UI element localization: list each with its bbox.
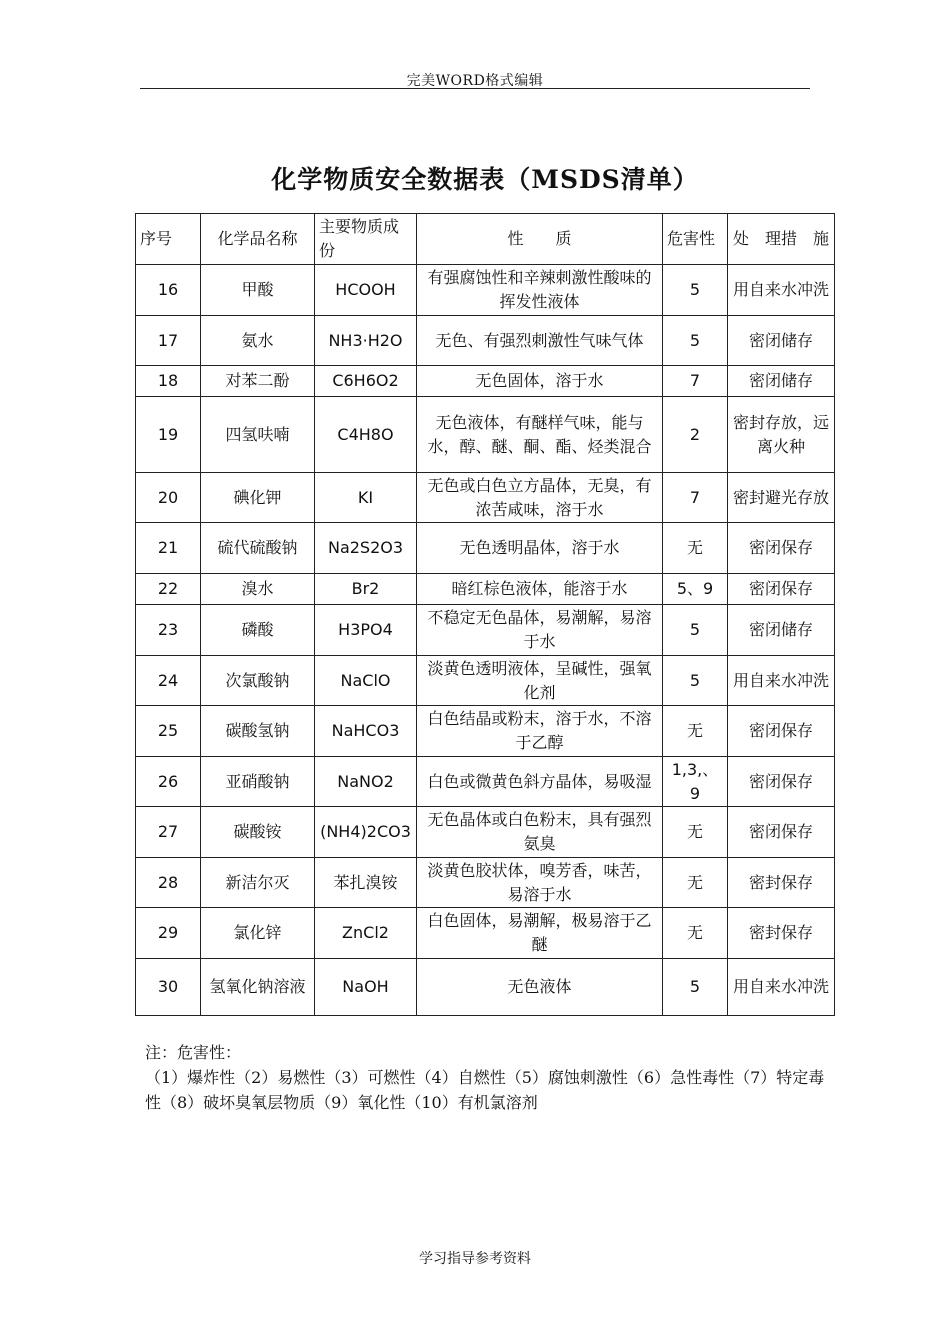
cell-handling: 密闭保存 (728, 706, 835, 757)
col-header-component: 主要物质成份 (315, 214, 417, 265)
cell-property: 白色固体，易潮解，极易溶于乙醚 (417, 908, 663, 959)
cell-formula: Br2 (315, 574, 417, 605)
cell-name: 溴水 (201, 574, 315, 605)
cell-no: 27 (136, 807, 201, 858)
cell-property: 无色、有强烈刺激性气味气体 (417, 316, 663, 366)
cell-no: 16 (136, 265, 201, 316)
cell-name: 甲酸 (201, 265, 315, 316)
table-row (136, 473, 835, 523)
cell-handling: 密封避光存放 (728, 473, 835, 523)
cell-no: 23 (136, 605, 201, 656)
cell-formula: C6H6O2 (315, 366, 417, 397)
cell-name: 磷酸 (201, 605, 315, 656)
cell-no: 28 (136, 858, 201, 908)
table-row (136, 706, 835, 757)
cell-handling: 用自来水冲洗 (728, 265, 835, 316)
table-row (136, 605, 835, 656)
cell-no: 25 (136, 706, 201, 757)
cell-formula: HCOOH (315, 265, 417, 316)
cell-property: 白色结晶或粉末，溶于水，不溶于乙醇 (417, 706, 663, 757)
cell-hazard: 5 (663, 265, 728, 316)
cell-hazard: 5 (663, 959, 728, 1016)
cell-formula: 苯扎溴铵 (315, 858, 417, 908)
col-header-property: 性 质 (417, 214, 663, 265)
cell-name: 氢氧化钠溶液 (201, 959, 315, 1016)
cell-property: 无色晶体或白色粉末，具有强烈氨臭 (417, 807, 663, 858)
cell-no: 26 (136, 757, 201, 807)
table-row (136, 959, 835, 1016)
cell-handling: 用自来水冲洗 (728, 959, 835, 1016)
cell-name: 碳酸铵 (201, 807, 315, 858)
cell-property: 暗红棕色液体，能溶于水 (417, 574, 663, 605)
cell-hazard: 7 (663, 366, 728, 397)
cell-name: 碘化钾 (201, 473, 315, 523)
cell-hazard: 5 (663, 656, 728, 706)
cell-hazard: 5 (663, 605, 728, 656)
cell-handling: 密闭储存 (728, 366, 835, 397)
cell-property: 淡黄色透明液体，呈碱性，强氧化剂 (417, 656, 663, 706)
table-row (136, 316, 835, 366)
cell-no: 24 (136, 656, 201, 706)
cell-property: 无色透明晶体，溶于水 (417, 523, 663, 574)
notes-title: 注：危害性： (145, 1043, 242, 1062)
cell-hazard: 无 (663, 858, 728, 908)
cell-name: 对苯二酚 (201, 366, 315, 397)
cell-no: 30 (136, 959, 201, 1016)
cell-formula: NaClO (315, 656, 417, 706)
cell-name: 硫代硫酸钠 (201, 523, 315, 574)
cell-formula: NaNO2 (315, 757, 417, 807)
cell-no: 22 (136, 574, 201, 605)
hazard-notes (145, 1040, 825, 1115)
cell-no: 29 (136, 908, 201, 959)
cell-name: 亚硝酸钠 (201, 757, 315, 807)
cell-name: 新洁尔灭 (201, 858, 315, 908)
cell-name: 氯化锌 (201, 908, 315, 959)
cell-no: 19 (136, 397, 201, 473)
cell-hazard: 无 (663, 908, 728, 959)
cell-no: 21 (136, 523, 201, 574)
table-row (136, 523, 835, 574)
cell-property: 无色固体，溶于水 (417, 366, 663, 397)
notes-text: （1）爆炸性（2）易燃性（3）可燃性（4）自燃性（5）腐蚀刺激性（6）急性毒性（7）特定毒性（8）破坏臭氧层物质（9）氧化性（10）有机氯溶剂 (145, 1068, 825, 1112)
table-row (136, 807, 835, 858)
cell-property: 不稳定无色晶体，易潮解，易溶于水 (417, 605, 663, 656)
table-row (136, 574, 835, 605)
cell-formula: NaOH (315, 959, 417, 1016)
table-row (136, 757, 835, 807)
cell-property: 有强腐蚀性和辛辣刺激性酸味的挥发性液体 (417, 265, 663, 316)
cell-formula: C4H8O (315, 397, 417, 473)
table-row (136, 397, 835, 473)
cell-hazard: 1,3,、9 (663, 757, 728, 807)
col-header-name: 化学品名称 (201, 214, 315, 265)
cell-handling: 密封保存 (728, 908, 835, 959)
cell-formula: (NH4)2CO3 (315, 807, 417, 858)
cell-formula: H3PO4 (315, 605, 417, 656)
cell-hazard: 5、9 (663, 574, 728, 605)
cell-property: 白色或微黄色斜方晶体，易吸湿 (417, 757, 663, 807)
cell-hazard: 无 (663, 807, 728, 858)
cell-hazard: 7 (663, 473, 728, 523)
cell-no: 20 (136, 473, 201, 523)
cell-property: 无色或白色立方晶体，无臭，有浓苦咸味，溶于水 (417, 473, 663, 523)
cell-name: 次氯酸钠 (201, 656, 315, 706)
cell-property: 无色液体，有醚样气味，能与水，醇、醚、酮、酯、烃类混合 (417, 397, 663, 473)
table-row (136, 265, 835, 316)
page-title: 化学物质安全数据表（MSDS清单） (271, 165, 699, 194)
cell-formula: NaHCO3 (315, 706, 417, 757)
table-row (136, 656, 835, 706)
cell-handling: 密闭储存 (728, 316, 835, 366)
cell-formula: KI (315, 473, 417, 523)
table-body (136, 265, 835, 1016)
table-row (136, 908, 835, 959)
cell-handling: 密封保存 (728, 858, 835, 908)
cell-formula: ZnCl2 (315, 908, 417, 959)
cell-handling: 用自来水冲洗 (728, 656, 835, 706)
msds-table (135, 213, 835, 1016)
cell-hazard: 无 (663, 706, 728, 757)
cell-no: 18 (136, 366, 201, 397)
cell-handling: 密封存放，远离火种 (728, 397, 835, 473)
cell-name: 四氢呋喃 (201, 397, 315, 473)
table-row (136, 366, 835, 397)
cell-hazard: 无 (663, 523, 728, 574)
cell-formula: NH3·H2O (315, 316, 417, 366)
cell-formula: Na2S2O3 (315, 523, 417, 574)
cell-no: 17 (136, 316, 201, 366)
cell-property: 无色液体 (417, 959, 663, 1016)
col-header-no: 序号 (136, 214, 201, 265)
col-header-hazard: 危害性 (663, 214, 728, 265)
cell-name: 氨水 (201, 316, 315, 366)
table-header-row (136, 214, 835, 265)
page-header: 完美WORD格式编辑 (406, 73, 544, 89)
cell-handling: 密闭保存 (728, 574, 835, 605)
cell-handling: 密闭保存 (728, 523, 835, 574)
cell-hazard: 5 (663, 316, 728, 366)
header-rule (140, 88, 810, 89)
cell-handling: 密闭保存 (728, 807, 835, 858)
cell-name: 碳酸氢钠 (201, 706, 315, 757)
cell-handling: 密闭储存 (728, 605, 835, 656)
cell-hazard: 2 (663, 397, 728, 473)
table-row (136, 858, 835, 908)
cell-handling: 密闭保存 (728, 757, 835, 807)
col-header-handling: 处 理措 施 (728, 214, 835, 265)
page-footer: 学习指导参考资料 (419, 1251, 531, 1267)
cell-property: 淡黄色胶状体，嗅芳香，味苦，易溶于水 (417, 858, 663, 908)
